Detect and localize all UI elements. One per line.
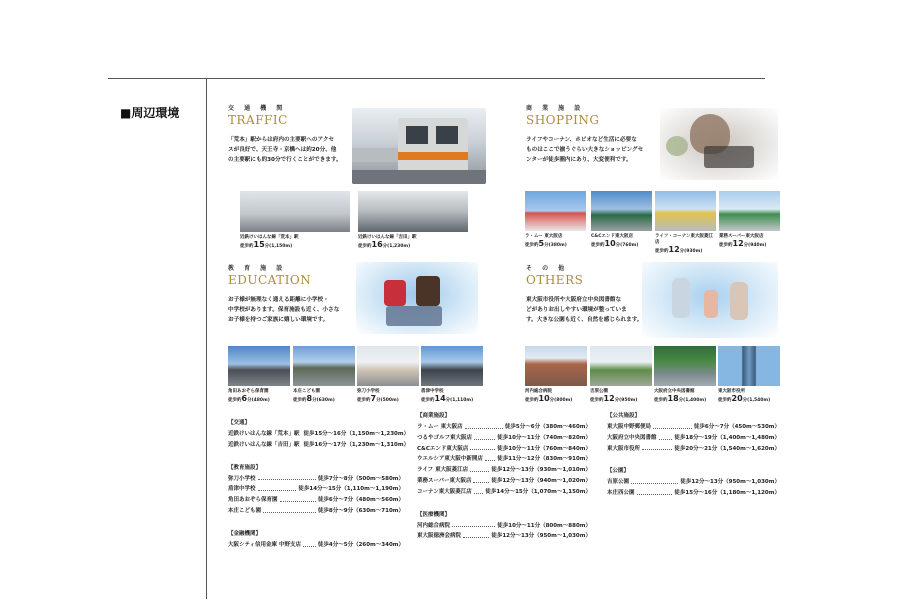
list-item [417,433,591,444]
list-item [228,495,404,506]
list-item-name: 本庄こども園 [228,507,262,514]
list-item [607,477,780,488]
others-thumb-1: 河内総合病院 徒歩約10分(800m) [525,346,587,405]
leader-dots [485,454,495,461]
list-item-name: 東大阪徳洲会病院 [417,533,462,540]
list-item-distance: 徒歩12分～13分（940m～1,020m） [491,477,591,484]
leader-dots [258,474,316,481]
traffic-description: 「荒本」駅からは府内の主要駅へのアクセ スが良好で、天王寺・京橋へは約20分、他 の主要駅にも約30分で行くことができます。 [228,137,342,163]
facility-list-col3 [607,411,780,499]
list-item [607,488,780,499]
list-item-name: 東大阪中野郵便局 [607,424,652,430]
station-photo [240,191,350,232]
list-heading: 【教育施設】 [228,464,262,471]
list-item-name: 近鉄けいはんな線「吉田」駅 [228,441,300,448]
traffic-thumb-2: 近鉄けいはんな線「吉田」駅 徒歩約16分(1,230m) [358,191,468,251]
leader-dots [463,531,489,538]
leader-dots [642,444,672,451]
shopping-thumb-1: ラ・ムー 東大阪店 徒歩約5分(380m) [525,191,586,250]
list-item [607,433,780,444]
list-item-distance: 徒歩12分～13分（950m～1,030m） [491,533,591,540]
list-item [417,422,591,433]
list-item-name: ラ・ムー 東大阪店 [417,424,463,430]
list-item-name: 盾津中学校 [228,486,256,493]
list-item [417,465,591,476]
list-item-distance: 徒歩14分～15分（1,110m～1,190m） [298,486,404,493]
list-heading: 【公園】 [607,468,630,475]
education-section [228,263,368,325]
list-item-distance: 徒歩10分～11分（760m～840m） [497,445,591,452]
list-item-distance: 徒歩8分～9分（630m～710m） [317,507,404,514]
list-item-name: 吉原公園 [607,479,630,486]
leader-dots [263,506,316,513]
list-item [417,444,591,455]
list-item-distance: 徒歩20分～21分（1,540m～1,620m） [674,445,780,452]
list-item-distance: 徒歩7分～8分（500m～580m） [317,475,404,482]
list-item-name: 大阪シティ信用金庫 中野支店 [228,541,301,548]
vertical-rule [206,79,207,599]
list-item-distance: 徒歩15分～16分（1,150m～1,230m） [303,431,410,437]
list-item-name: ライフ 東大阪菱江店 [417,467,469,474]
list-item [417,521,591,532]
education-jp-label: 教 育 施 設 [228,265,287,272]
shopping-section [526,103,666,165]
list-item-distance: 徒歩14分～15分（1,070m～1,150m） [485,488,591,495]
list-item-name: C&Cエンド東大阪店 [417,445,469,452]
others-jp-label: そ の 他 [526,265,569,272]
train-photo [352,108,486,184]
list-item-distance: 徒歩10分～11分（800m～880m） [497,522,591,529]
list-item [417,454,591,465]
list-item [228,506,404,517]
list-item-name: 大阪府立中央図書館 [607,434,657,441]
leader-dots [653,422,692,429]
list-item-distance: 徒歩12分～13分（950m～1,030m） [680,479,780,486]
family-photo [642,262,778,338]
education-description: お子様が無理なく通える距離に小学校・ 中学校があります。保育施設も近く、小さな お子様を持つご家族に嬉しい環境です。 [228,297,340,323]
shopping-thumb-2: C&Cエンド東大阪店 徒歩約10分(760m) [591,191,652,250]
list-item [228,474,404,485]
list-item-name: 河内総合病院 [417,522,451,529]
list-item-name: 東大阪市役所 [607,445,641,452]
list-item [607,422,780,433]
education-thumb-3: 弥刀小学校 徒歩約7分(500m) [357,346,419,405]
leader-dots [465,422,503,429]
shopping-thumb-3: ライフ・コーナン東大阪菱江店 徒歩約12分(930m) [655,191,716,256]
list-heading: 【商業施設】 [417,413,451,419]
list-item-distance: 徒歩4分～5分（260m～340m） [317,541,404,548]
list-item [228,484,404,495]
others-heading: OTHERS [526,273,584,287]
others-description: 東大阪市役所や大阪府立中央図書館な どがありお出しやすい環境が整っていま す。大きな公園も近く、自然を感じられます。 [526,297,643,323]
list-item [417,476,591,487]
others-thumb-2: 吉原公園 徒歩約12分(950m) [590,346,652,405]
page-title: ■周辺環境 [120,106,180,120]
leader-dots [470,465,489,472]
children-photo [356,262,478,334]
shopping-jp-label: 商 業 施 設 [526,105,585,112]
shopping-photo [660,108,778,180]
list-item-distance: 徒歩10分～11分（740m～820m） [497,434,591,441]
list-item-distance: 徒歩5分～6分（380m～460m） [504,424,591,430]
list-item [228,440,410,451]
leader-dots [452,521,495,528]
traffic-heading: TRAFFIC [228,113,288,127]
list-item-name: 本庄西公園 [607,490,635,497]
leader-dots [659,433,673,440]
list-item-distance: 徒歩18分～19分（1,400m～1,480m） [674,434,780,441]
education-heading: EDUCATION [228,273,312,287]
list-heading: 【金融機関】 [228,530,262,537]
list-heading: 【交通】 [228,420,251,426]
leader-dots [303,540,316,547]
leader-dots [637,488,673,495]
leader-dots [470,444,495,451]
list-item [417,487,591,498]
facility-list-col1 [228,418,410,551]
list-item [607,444,780,455]
list-item-name: ウエルシア東大阪中新開店 [417,456,483,463]
traffic-thumb-1: 近鉄けいはんな線「荒本」駅 徒歩約15分(1,150m) [240,191,350,251]
list-heading: 【医療機関】 [417,511,451,518]
list-item-name: 近鉄けいはんな線「荒本」駅 [228,431,300,437]
station-photo [358,191,468,232]
list-item-distance: 徒歩16分～17分（1,230m～1,310m） [303,441,410,448]
education-thumb-4: 盾津中学校 徒歩約14分(1,110m) [421,346,483,405]
list-item-distance: 徒歩6分～7分（450m～530m） [693,424,780,430]
list-item-distance: 徒歩12分～13分（930m～1,010m） [491,467,591,474]
list-item [417,531,591,542]
leader-dots [473,476,489,483]
traffic-jp-label: 交 通 機 関 [228,105,287,112]
leader-dots [474,487,484,494]
facility-list-col2 [417,411,591,542]
traffic-section [228,103,348,165]
shopping-thumb-4: 業務スーパー東大阪店 徒歩約12分(940m) [719,191,780,250]
shopping-description: ライフやコーナン、ホビオなど生活に必要な ものはここで揃うぐらい大きなショッピングセ ンターが徒歩圏内にあり、大変便利です。 [526,137,644,163]
list-item [228,429,410,440]
list-heading: 【公共施設】 [607,413,641,419]
leader-dots [258,484,297,491]
leader-dots [474,433,495,440]
list-item-name: 弥刀小学校 [228,475,256,482]
list-item-name: つるやゴルフ東大阪店 [417,434,473,441]
list-item-distance: 徒歩6分～7分（480m～560m） [317,497,404,504]
shopping-heading: SHOPPING [526,113,600,127]
list-item-distance: 徒歩15分～16分（1,180m～1,120m） [674,490,780,497]
others-thumb-4: 東大阪市役所 徒歩約20分(1,540m) [718,346,780,405]
list-item-name: 角田あおぞら保育園 [228,497,278,504]
list-item-name: コーナン東大阪菱江店 [417,488,472,495]
education-thumb-1: 角田あおぞら保育園 徒歩約6分(480m) [228,346,290,405]
leader-dots [631,477,678,484]
list-item-distance: 徒歩11分～12分（830m～910m） [497,456,591,463]
others-thumb-3: 大阪府立中央図書館 徒歩約18分(1,400m) [654,346,716,405]
list-item [228,540,404,551]
education-thumb-2: 本庄こども園 徒歩約8分(630m) [293,346,355,405]
leader-dots [280,495,316,502]
list-item-name: 業務スーパー東大阪店 [417,477,472,484]
